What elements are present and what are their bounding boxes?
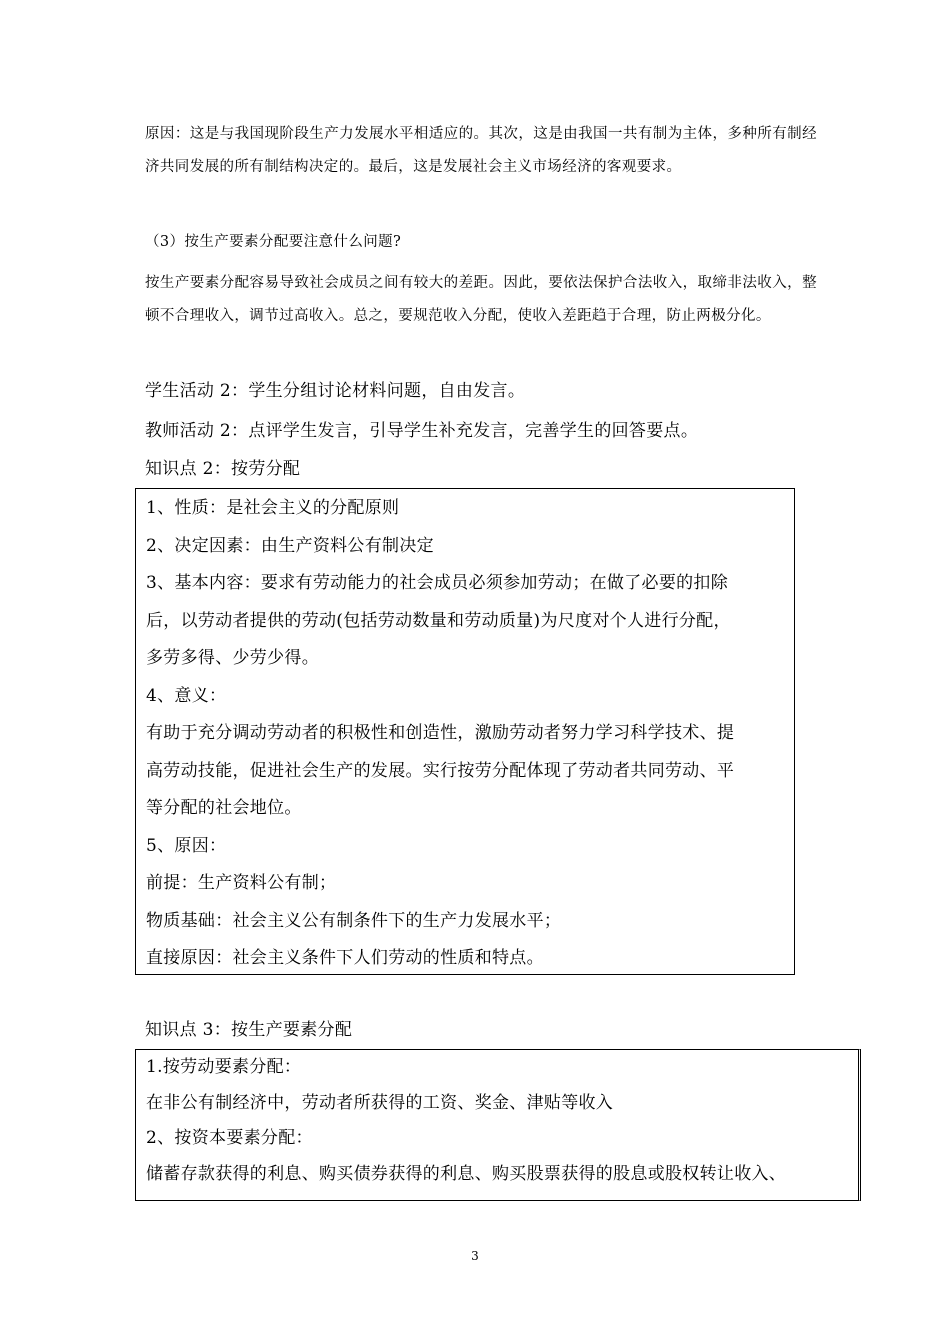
kp3-line: 2、按资本要素分配： xyxy=(146,1128,313,1148)
kp2-line: 高劳动技能，促进社会生产的发展。实行按劳分配体现了劳动者共同劳动、平 xyxy=(146,760,735,781)
kp2-line: 2、决定因素：由生产资料公有制决定 xyxy=(146,535,434,556)
knowledge-point-3-box xyxy=(135,1049,861,1201)
kp2-line: 后，以劳动者提供的劳动(包括劳动数量和劳动质量)为尺度对个人进行分配， xyxy=(146,610,731,631)
reason-paragraph: 原因：这是与我国现阶段生产力发展水平相适应的。其次，这是由我国一共有制为主体，多种所有制经济共同发展的所有制结构决定的。最后，这是发展社会主义市场经济的客观要求。 xyxy=(145,126,817,175)
teacher-activity-2: 教师活动 2：点评学生发言，引导学生补充发言，完善学生的回答要点。 xyxy=(145,421,699,441)
question-3: （3）按生产要素分配要注意什么问题? xyxy=(145,234,402,250)
kp2-line: 前提：生产资料公有制； xyxy=(146,873,337,893)
student-activity-2: 学生活动 2：学生分组讨论材料问题，自由发言。 xyxy=(145,381,526,401)
knowledge-point-3-heading: 知识点 3：按生产要素分配 xyxy=(145,1020,353,1040)
kp2-line: 1、性质：是社会主义的分配原则 xyxy=(146,498,400,518)
kp2-line: 直接原因：社会主义条件下人们劳动的性质和特点。 xyxy=(146,948,544,968)
kp2-line: 4、意义： xyxy=(146,685,227,706)
kp2-line: 等分配的社会地位。 xyxy=(146,798,302,818)
kp3-line: 1.按劳动要素分配： xyxy=(146,1057,302,1077)
page-number: 3 xyxy=(471,1249,479,1263)
answer-3-paragraph: 按生产要素分配容易导致社会成员之间有较大的差距。因此，要依法保护合法收入，取缔非法收入，整顿不合理收入，调节过高收入。总之，要规范收入分配，使收入差距趋于合理，防止两极分化。 xyxy=(145,275,817,324)
kp2-line: 多劳多得、少劳少得。 xyxy=(146,648,319,668)
kp2-line: 物质基础：社会主义公有制条件下的生产力发展水平； xyxy=(146,910,562,931)
knowledge-point-2-heading: 知识点 2：按劳分配 xyxy=(145,459,301,479)
kp3-line: 在非公有制经济中，劳动者所获得的工资、奖金、津贴等收入 xyxy=(146,1092,614,1113)
knowledge-point-2-box xyxy=(135,488,795,975)
kp2-line: 5、原因： xyxy=(146,835,227,856)
kp2-line: 3、基本内容：要求有劳动能力的社会成员必须参加劳动；在做了必要的扣除 xyxy=(146,573,729,593)
kp2-line: 有助于充分调动劳动者的积极性和创造性，激励劳动者努力学习科学技术、提 xyxy=(146,723,735,743)
kp3-line: 储蓄存款获得的利息、购买债券获得的利息、购买股票获得的股息或股权转让收入、 xyxy=(146,1163,787,1184)
